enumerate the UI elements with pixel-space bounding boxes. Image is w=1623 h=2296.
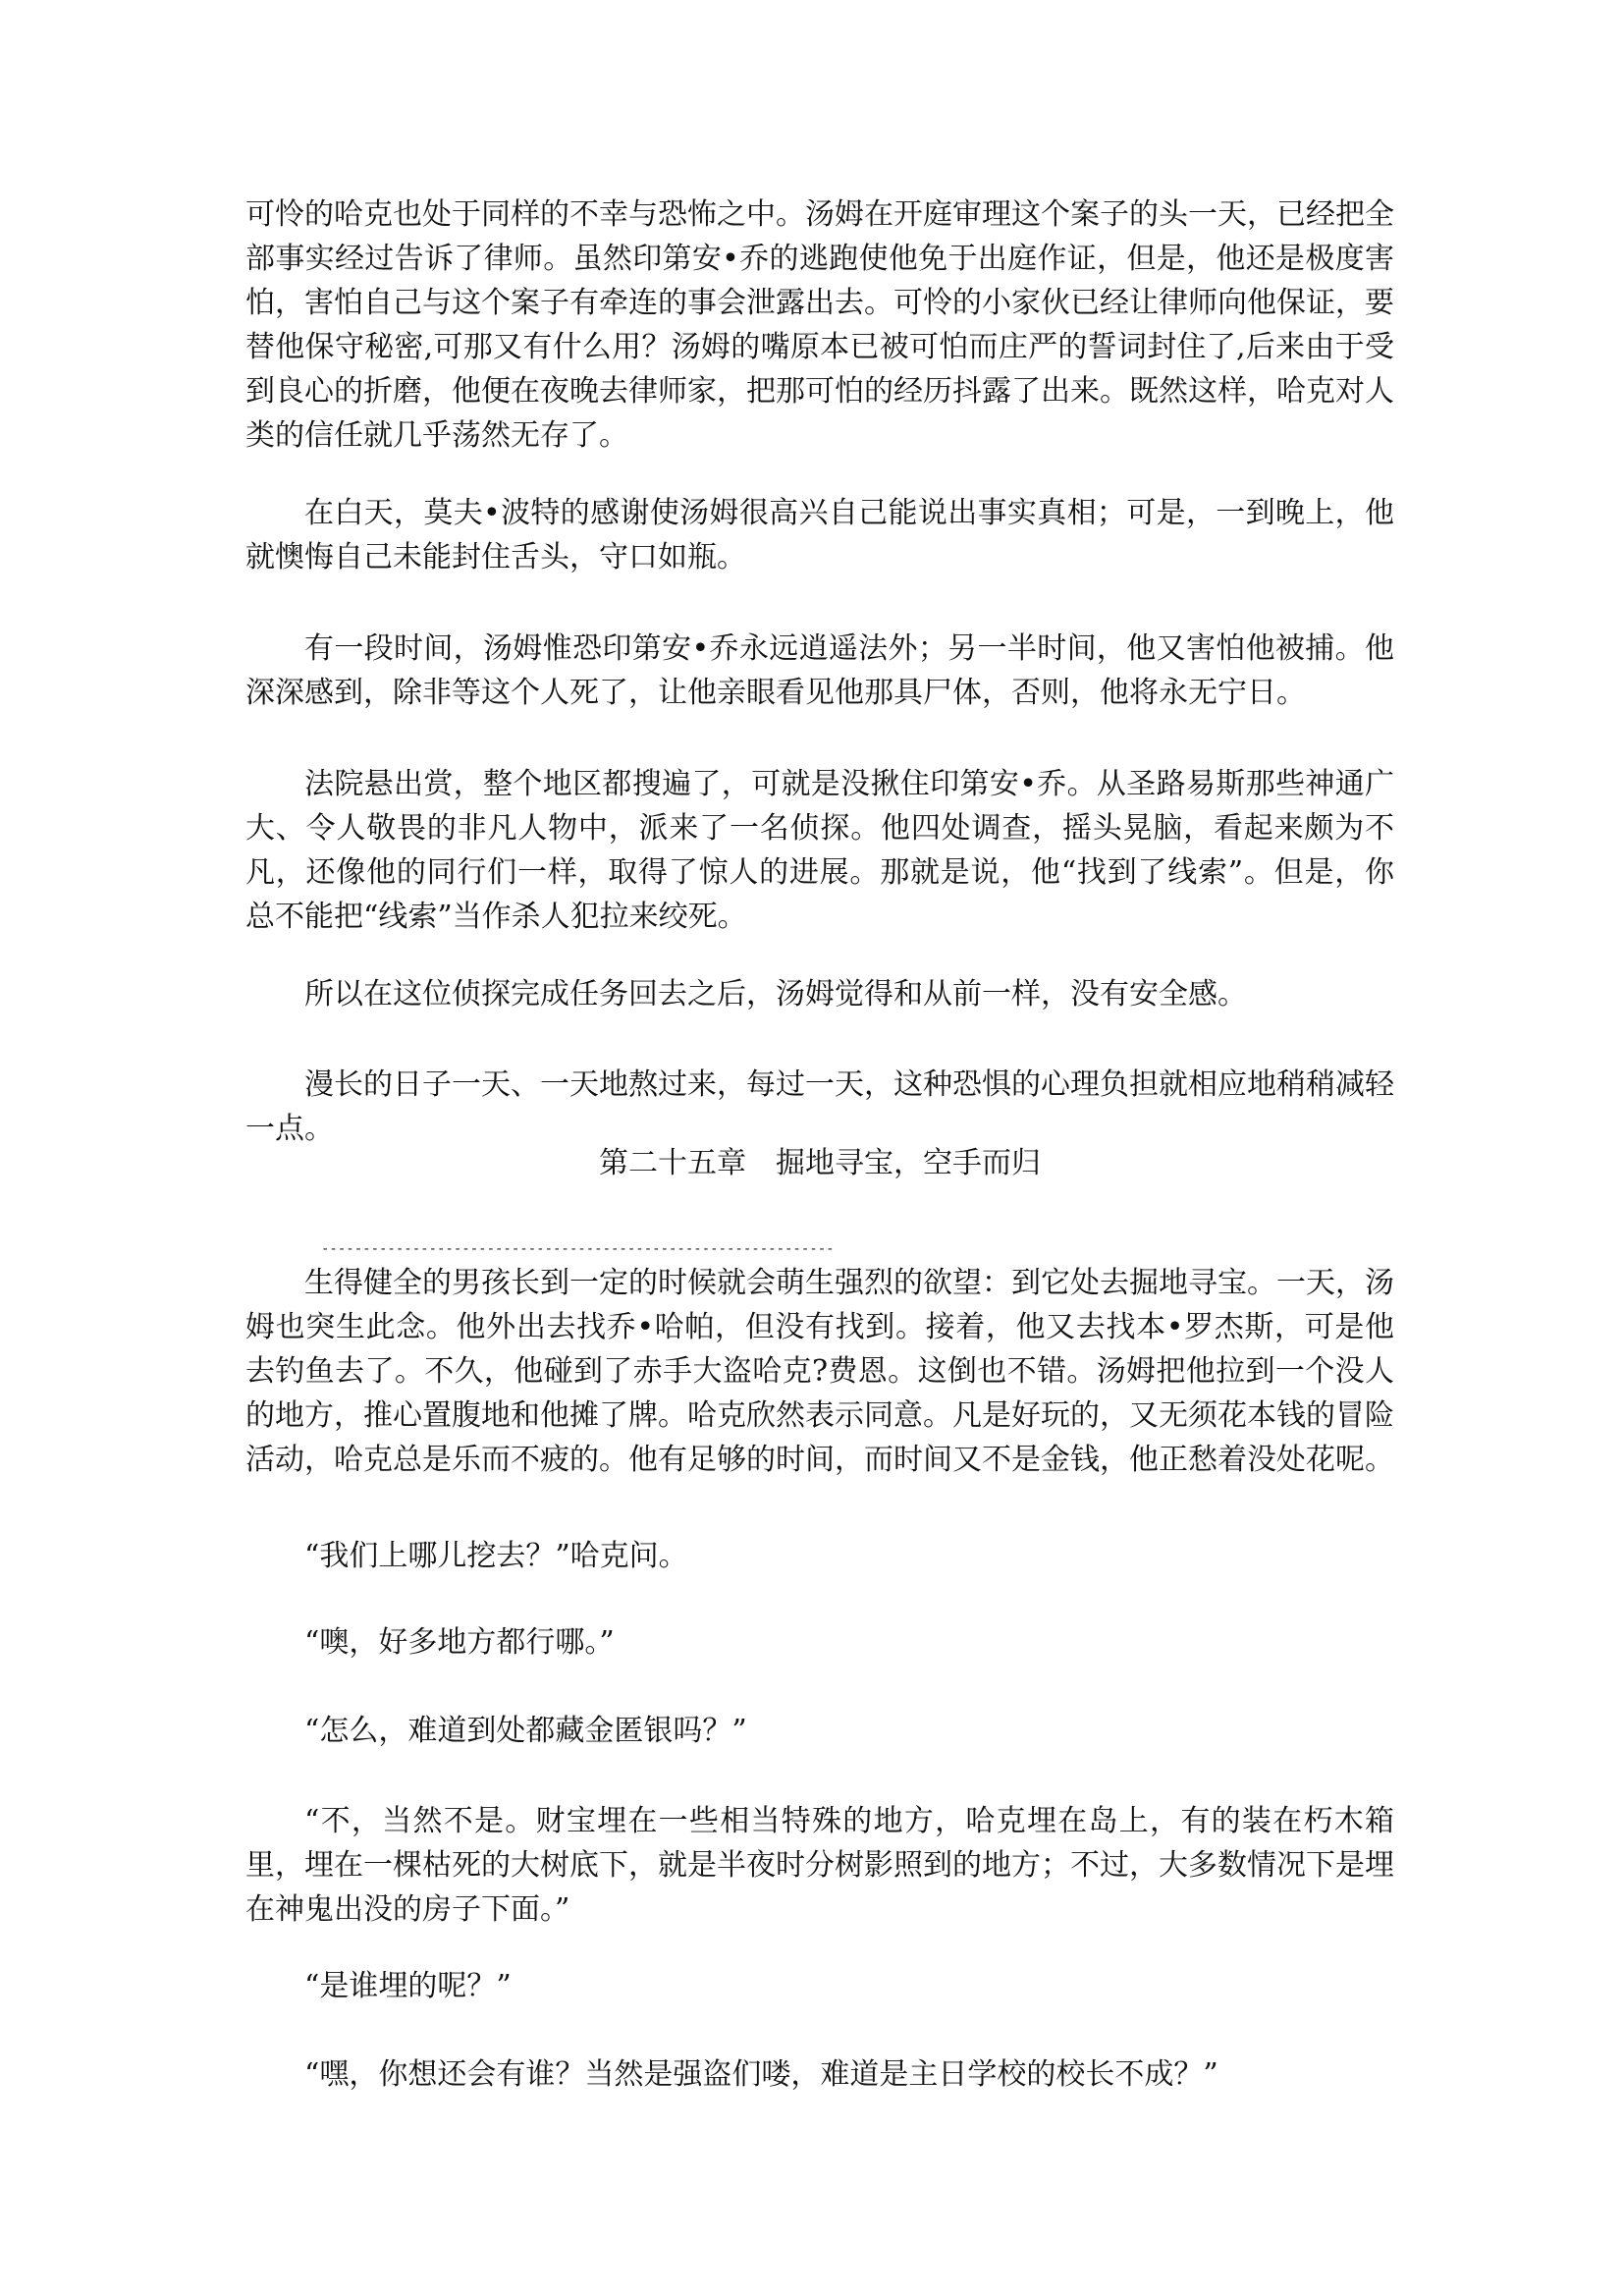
paragraph-huck-fear: 可怜的哈克也处于同样的不幸与恐怖之中。汤姆在开庭审理这个案子的头一天，已经把全部事实经过告诉了律师。虽然印第安•乔的逃跑使他免于出庭作证，但是，他还是极度害怕，害怕自己与这个案子有牵连的事会泄露出去。可怜的小家伙已经让律师向他保证，要替他保守秘密,可那又有什么用？汤姆的嘴原本已被可怕而庄严的誓词封住了,后来由于受到良心的折磨，他便在夜晚去律师家，把那可怕的经历抖露了出来。既然这样，哈克对人类的信任就几乎荡然无存了。 — [245, 197, 1394, 453]
paragraph-injun-joe-fear: 有一段时间，汤姆惟恐印第安•乔永远逍遥法外；另一半时间，他又害怕他被捕。他深深感到，除非等这个人死了，让他亲眼看见他那具尸体，否则，他将永无宁日。 — [245, 631, 1394, 710]
paragraph-detective: 法院悬出赏，整个地区都搜遍了，可就是没揪住印第安•乔。从圣路易斯那些神通广大、令人敬畏的非凡人物中，派来了一名侦探。他四处调查，摇头晃脑，看起来颇为不凡，还像他的同行们一样，取得了惊人的进展。那就是说，他“找到了线索”。但是，你总不能把“线索”当作杀人犯拉来绞死。 — [245, 767, 1394, 934]
paragraph-daytime-relief: 在白天，莫夫•波特的感谢使汤姆很高兴自己能说出事实真相；可是，一到晚上，他就懊悔自己未能封住舌头，守口如瓶。 — [245, 496, 1394, 574]
dialogue-where-to-dig: “我们上哪儿挖去？”哈克问。 — [304, 1539, 688, 1573]
paragraph-days-pass: 漫长的日子一天、一天地熬过来，每过一天，这种恐惧的心理负担就相应地稍稍减轻一点。 — [245, 1067, 1394, 1146]
dialogue-many-places: “噢，好多地方都行哪。” — [304, 1625, 615, 1660]
dialogue-treasure-everywhere: “怎么，难道到处都藏金匿银吗？” — [304, 1714, 747, 1748]
paragraph-no-security: 所以在这位侦探完成任务回去之后，汤姆觉得和从前一样，没有安全感。 — [304, 977, 1247, 1011]
dialogue-special-places: “不，当然不是。财宝埋在一些相当特殊的地方，哈克埋在岛上，有的装在朽木箱里，埋在一棵枯死的大树底下，就是半夜时分树影照到的地方；不过，大多数情况下是埋 在神鬼出没的房子下面。” — [245, 1804, 1453, 1927]
dialogue-robbers: “嘿，你想还会有谁？当然是强盗们喽，难道是主日学校的校长不成？” — [304, 2057, 1218, 2092]
dialogue-who-buried: “是谁埋的呢？” — [304, 1969, 512, 2003]
chapter-divider: -------------------------------------------------------------- — [321, 1241, 835, 1257]
paragraph-chapter-intro: 生得健全的男孩长到一定的时候就会萌生强烈的欲望：到它处去掘地寻宝。一天，汤姆也突生此念。他外出去找乔•哈帕，但没有找到。接着，他又去找本•罗杰斯，可是他去钓鱼去了。不久，他碰到了赤手大盗哈克?费恩。这倒也不错。汤姆把他拉到一个没人的地方，推心置腹地和他摊了牌。哈克欣然表示同意。凡是好玩的，又无须花本钱的冒险活动，哈克总是乐而不疲的。他有足够的时间，而时间又不是金钱，他正愁着没处花呢。 — [245, 1266, 1394, 1477]
chapter-title: 第二十五章 掘地寻宝，空手而归 — [599, 1146, 1041, 1180]
